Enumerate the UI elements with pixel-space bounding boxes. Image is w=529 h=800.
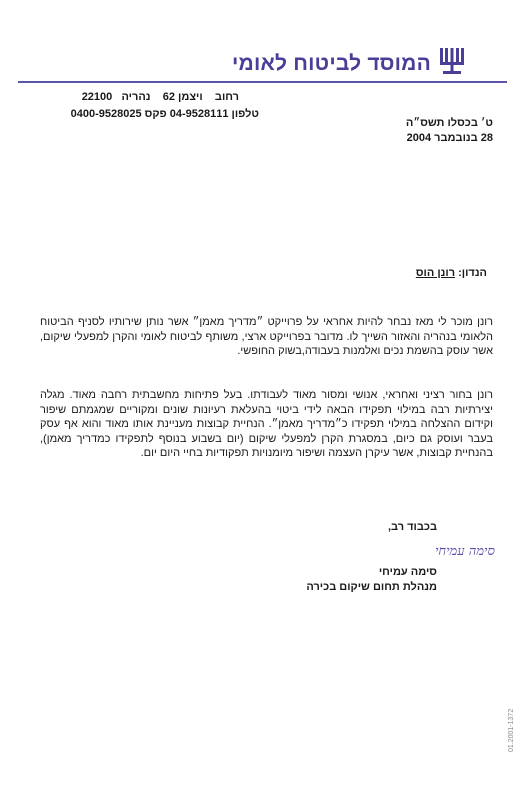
- fax-value: 0400-9528025: [70, 108, 142, 120]
- margin-form-code: 01.2001-1372: [508, 708, 515, 752]
- street-value: ויצמן 62: [162, 91, 203, 103]
- body-paragraph-1: רונן מוכר לי מאז נבחר להיות אחראי על פרוייקט ״מדריך מאמן״ אשר נותן שירותיו לסניף הביטוח הלאומי בנהריה והאזור השייך לו. מדובר בפרוייקט ארצי, משותף לביטוח לאומי והקרן למפעלי שיקום, אשר עוסק בהשמת נכים ואלמנות בעבודה,בשוק החופשי.: [40, 316, 493, 357]
- address-phone-line: [71, 108, 259, 120]
- body-paragraph-2: רונן בחור רציני ואחראי, אנושי ומסור מאוד לעבודתו. בעל פתיחות מחשבתית רחבה מאוד. מגלה יצירתיות רבה במילוי תפקידו הבאה לידי ביטוי בהעלאת רעיונות שונים ומקוריים שמגמתם שיפור וקידום ההצלחה במילוי תפקידו כ״מדריך מאמן״. הנחיית קבוצות מעניינת אותו מאוד והוא אף עסק בעבר ועוסק גם כיום, במסגרת הקרן למפעלי שיקום (יום בשבוע בנוסף לתפקידו כמדריך מאמן), בהנחיית קבוצות, אשר עיקרן העצמה ושיפור מיומנויות תפקודיות בחיי היום יום.: [40, 389, 493, 459]
- org-name: המוסד לביטוח לאומי: [231, 52, 431, 75]
- city-value: נהריה: [121, 91, 151, 103]
- phone-label: טלפון: [231, 108, 259, 120]
- menorah-logo-icon: [439, 46, 465, 76]
- closing-regards: בכבוד רב,: [387, 521, 437, 533]
- date-gregorian: 28 בנובמבר 2004: [406, 132, 493, 144]
- subject-name: רונן הוס: [415, 267, 456, 279]
- street-label: רחוב: [214, 91, 239, 103]
- signature-text: סימה עמיחי: [435, 544, 495, 559]
- subject-line: [416, 267, 487, 279]
- subject-label: הנדון:: [458, 267, 487, 279]
- letterhead-rule: [18, 81, 507, 83]
- address-street-line: [82, 91, 239, 103]
- phone-value: 04-9528111: [169, 108, 229, 120]
- zip-value: 22100: [81, 91, 113, 103]
- date-hebrew: ט׳ בכסלו תשס״ה: [405, 117, 493, 129]
- signatory-title: מנהלת תחום שיקום בכירה: [306, 581, 437, 593]
- fax-label: פקס: [144, 108, 167, 120]
- signatory-name: סימה עמיחי: [378, 566, 437, 578]
- handwritten-signature: [347, 540, 495, 560]
